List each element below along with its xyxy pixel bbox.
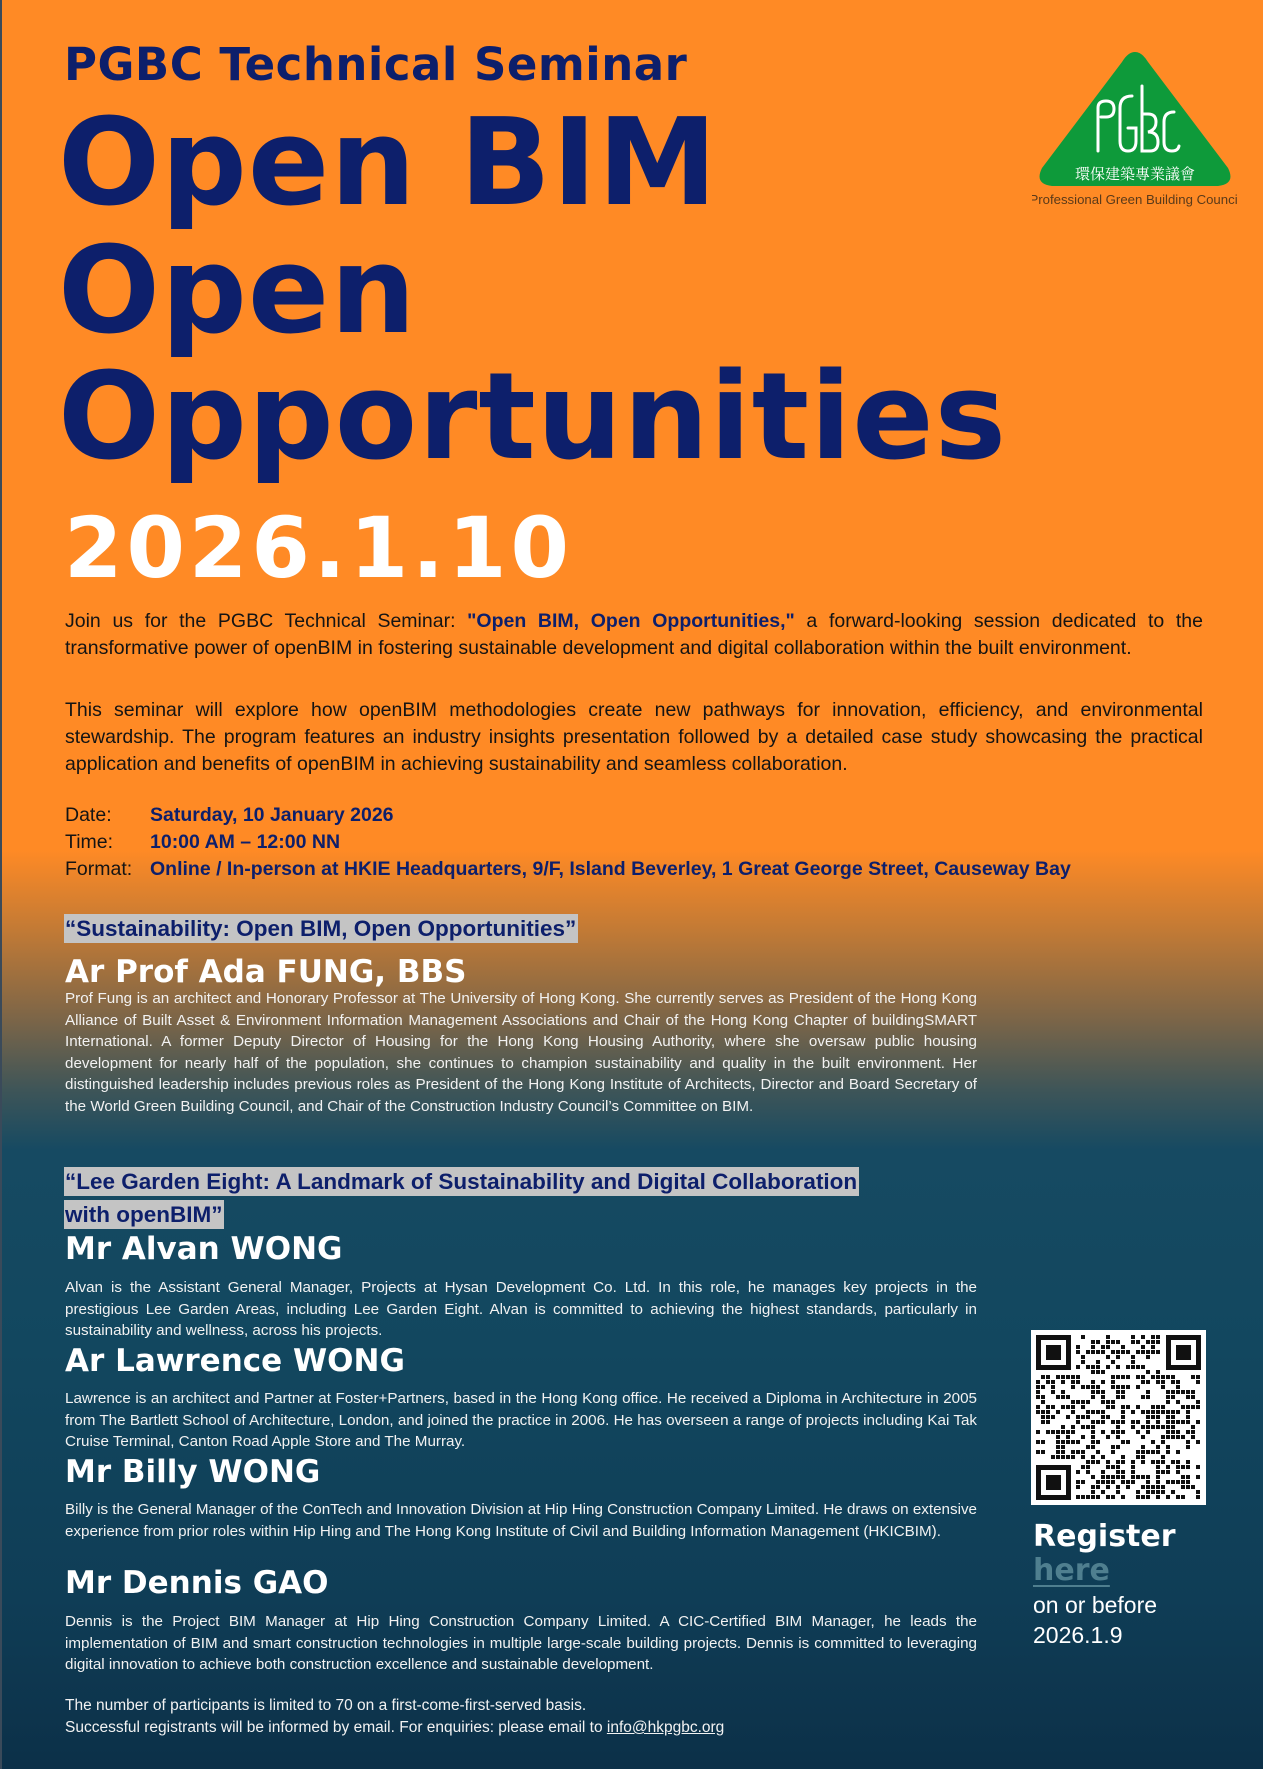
pgbc-logo xyxy=(1032,46,1238,208)
speaker-bio-lawrence-wong: Lawrence is an architect and Partner at Foster+Partners, based in the Hong Kong office. He received a Diploma in Architecture in 2005 from The Bartlett School of Architecture, London, and joined the practice in 2006. He has overseen a range of projects including Kai Tak Cruise Terminal, Canton Road Apple Store and The Murray. xyxy=(65,1390,977,1450)
speaker-bio-billy-wong: Billy is the General Manager of the ConTech and Innovation Division at Hip Hing Construction Company Limited. He draws on extensive experience from prior roles within Hip Hing and The Hong Kong Institute of Civil and Building Information Management (HKICBIM). xyxy=(65,1501,977,1540)
time-value: 10:00 AM – 12:00 NN xyxy=(150,831,341,853)
title-line-2: Open xyxy=(58,222,417,361)
talk-2-title-line-1: “Lee Garden Eight: A Landmark of Sustainability and Digital Collaboration xyxy=(65,1169,858,1194)
logo-chinese-name: 環保建築專業議會 xyxy=(1074,165,1196,183)
speaker-name-alvan-wong: Mr Alvan WONG xyxy=(65,1231,343,1267)
intro-text: Join us for the PGBC Technical Seminar: xyxy=(65,610,468,632)
register-deadline-prefix: on or before xyxy=(1033,1592,1158,1618)
enquiry-note xyxy=(65,1717,724,1739)
speaker-bio-alvan-wong: Alvan is the Assistant General Manager, Projects at Hysan Development Co. Ltd. In this role, he manages key projects in the prestigious Lee Garden Areas, including Lee Garden Eight. Alvan is committed to achieving the highest standards, particularly in sustainability and wellness, across his projects. xyxy=(65,1279,977,1339)
participant-limit-note: The number of participants is limited to 70 on a first-come-first-served basis. xyxy=(65,1697,587,1714)
time-label: Time: xyxy=(65,831,114,853)
date-row xyxy=(65,802,394,829)
logo-english-name: Professional Green Building Council xyxy=(1032,192,1238,207)
intro-text: a forward-looking session dedicated to the transformative power of openBIM in fostering sustainable development and digital collaboration within the built environment. xyxy=(65,610,1204,659)
intro-paragraph-2: This seminar will explore how openBIM methodologies create new pathways for innovation, efficiency, and environmental stewardship. The program features an industry insights presentation followed by a detailed case study showcasing the practical application and benefits of openBIM in achieving sustainability and seamless collaboration. xyxy=(65,699,1203,775)
enquiry-email-link[interactable]: info@hkpgbc.org xyxy=(606,1719,725,1736)
speaker-name-ada-fung: Ar Prof Ada FUNG, BBS xyxy=(65,954,467,990)
format-row xyxy=(65,856,1071,883)
format-value: Online / In-person at HKIE Headquarters, 9/F, Island Beverley, 1 Great George Street, Causeway Bay xyxy=(150,858,1071,880)
date-label: Date: xyxy=(65,804,112,826)
event-date-large: 2026.1.10 xyxy=(64,499,573,597)
intro-paragraph-1 xyxy=(65,608,1203,662)
talk-1-title xyxy=(64,912,578,945)
date-value: Saturday, 10 January 2026 xyxy=(150,804,394,826)
title-line-1: Open BIM xyxy=(58,94,719,233)
registration-qr-code[interactable] xyxy=(1031,1330,1206,1505)
intro-seminar-name: "Open BIM, Open Opportunities," xyxy=(467,610,795,632)
seminar-series-title: PGBC Technical Seminar xyxy=(64,38,688,91)
qr-code-icon xyxy=(1031,1330,1206,1505)
speaker-name-billy-wong: Mr Billy WONG xyxy=(65,1454,321,1490)
speaker-name-lawrence-wong: Ar Lawrence WONG xyxy=(65,1343,405,1379)
title-line-3: Opportunities xyxy=(58,348,1008,487)
pgbc-logo-icon xyxy=(1032,46,1238,208)
talk-2-title-line-2: with openBIM” xyxy=(65,1202,223,1227)
register-deadline-date: 2026.1.9 xyxy=(1033,1622,1123,1648)
talk-2-title xyxy=(64,1165,859,1231)
register-title: Register xyxy=(1033,1519,1176,1554)
register-here-link[interactable]: here xyxy=(1033,1553,1110,1588)
talk-1-title-text: “Sustainability: Open BIM, Open Opportunities” xyxy=(65,916,577,941)
speaker-bio-ada-fung: Prof Fung is an architect and Honorary Professor at The University of Hong Kong. She currently serves as President of the Hong Kong Alliance of Built Asset & Environment Information Management Associations and Chair of the Hong Kong Chapter of buildingSMART International. A former Deputy Director of Housing for the Hong Kong Housing Authority, where she oversaw public housing development for nearly half of the population, she continues to champion sustainability and quality in the built environment. Her distinguished leadership includes previous roles as President of the Hong Kong Institute of Architects, Director and Board Secretary of the World Green Building Council, and Chair of the Construction Industry Council’s Committee on BIM. xyxy=(65,990,977,1115)
time-row xyxy=(65,829,340,856)
speaker-name-dennis-gao: Mr Dennis GAO xyxy=(65,1565,329,1601)
format-label: Format: xyxy=(65,858,133,880)
enquiry-text: Successful registrants will be informed by email. For enquiries: please email to xyxy=(65,1719,607,1736)
speaker-bio-dennis-gao: Dennis is the Project BIM Manager at Hip Hing Construction Company Limited. A CIC-Certified BIM Manager, he leads the implementation of BIM and smart construction technologies in multiple large-scale building projects. Dennis is committed to leveraging digital innovation to achieve both construction excellence and sustainable development. xyxy=(65,1613,977,1673)
